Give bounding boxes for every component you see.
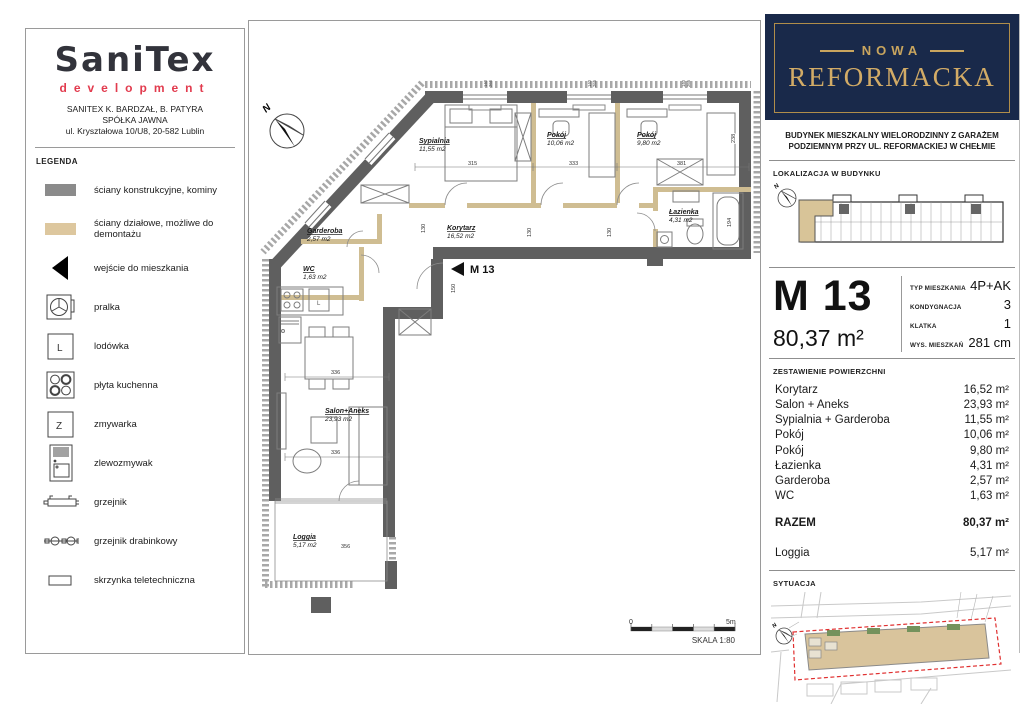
loggia-outline — [275, 499, 387, 581]
area-row-value: 1,63 m² — [970, 490, 1009, 503]
spec-label: KONDYGNACJA — [910, 304, 962, 312]
svg-text:265: 265 — [686, 80, 691, 87]
company-address — [26, 104, 244, 137]
svg-text:23,93 m2: 23,93 m2 — [325, 416, 353, 423]
areas-title: ZESTAWIENIE POWIERZCHNI — [773, 367, 886, 377]
legend-item — [26, 174, 244, 206]
area-row-label: Salon + Aneks — [775, 399, 849, 411]
fridge-icon — [43, 330, 79, 362]
legend-item — [26, 408, 244, 440]
legend-item — [26, 252, 244, 284]
developer-legend-panel — [25, 28, 245, 654]
situation-compass — [771, 622, 792, 644]
sink-icon — [43, 447, 79, 479]
window-dims — [483, 79, 691, 87]
svg-text:16,52 m2: 16,52 m2 — [447, 233, 475, 240]
area-row — [775, 382, 1009, 397]
situation-map — [771, 592, 1011, 704]
area-row-value: 16,52 m² — [963, 383, 1009, 396]
situation-title: SYTUACJA — [773, 579, 816, 589]
legend-list — [26, 174, 244, 596]
total-value: 80,37 m² — [962, 517, 1009, 530]
svg-text:Loggia: Loggia — [293, 534, 316, 541]
legend-item-label: grzejnik drabinkowy — [94, 535, 178, 547]
area-row-label: Garderoba — [775, 474, 830, 487]
svg-text:N: N — [773, 183, 781, 191]
legend-item-label: ściany konstrukcyjne, kominy — [94, 184, 218, 196]
area-row-label: Pokój — [775, 429, 804, 442]
legend-item — [26, 213, 244, 245]
brand-top-text: NOWA — [861, 43, 923, 58]
spec-value: 281 cm — [968, 335, 1011, 351]
loggia-label: Loggia — [775, 546, 810, 559]
svg-text:Z: Z — [56, 421, 63, 433]
total-label: RAZEM — [775, 517, 816, 530]
legend-item-label: pralka — [94, 301, 120, 313]
fridge-mark: L — [317, 301, 321, 307]
hob-icon — [43, 369, 79, 401]
svg-text:150: 150 — [451, 283, 457, 293]
spec-row — [910, 335, 1011, 350]
svg-text:140: 140 — [483, 80, 488, 87]
unit-id: M 13 — [773, 272, 873, 321]
structural-walls — [269, 91, 751, 613]
svg-text:N: N — [771, 622, 779, 630]
legend-item — [26, 564, 244, 596]
svg-text:130: 130 — [527, 227, 533, 237]
entrance-arrow-icon — [43, 252, 79, 284]
divider — [35, 147, 235, 148]
area-row-value: 2,57 m² — [970, 474, 1009, 487]
unit-area: 80,37 m² — [773, 325, 864, 352]
scale-end: 5m — [726, 619, 736, 626]
sanitex-logo-text: SaniTex — [54, 40, 216, 80]
area-row — [775, 428, 1009, 443]
svg-text:130: 130 — [421, 223, 427, 233]
scale-label: SKALA 1:80 — [691, 636, 735, 645]
svg-text:194: 194 — [727, 217, 733, 227]
area-row — [775, 473, 1009, 488]
washer-icon — [43, 291, 79, 323]
svg-text:Korytarz: Korytarz — [447, 225, 476, 232]
svg-text:WC: WC — [303, 266, 315, 273]
svg-text:336: 336 — [331, 370, 341, 376]
svg-text:140: 140 — [587, 80, 592, 87]
areas-loggia-row — [775, 545, 1009, 560]
brand-main-text: REFORMACKA — [788, 62, 996, 92]
room-labels — [293, 132, 699, 549]
area-row — [775, 397, 1009, 412]
svg-text:381: 381 — [677, 161, 687, 167]
areas-total-row — [775, 516, 1009, 531]
spec-label: KLATKA — [910, 323, 937, 331]
area-row-value: 4,31 m² — [970, 459, 1009, 472]
brand-header — [765, 14, 1019, 120]
svg-text:Łazienka: Łazienka — [669, 209, 699, 216]
svg-text:333: 333 — [569, 161, 579, 167]
legend-item — [26, 291, 244, 323]
svg-text:11,55 m2: 11,55 m2 — [419, 146, 446, 153]
svg-text:356: 356 — [341, 544, 351, 550]
svg-text:Garderoba: Garderoba — [307, 228, 343, 235]
svg-text:315: 315 — [468, 161, 478, 167]
company-line: ul. Kryształowa 10/U8, 20-582 Lublin — [65, 126, 205, 137]
radiator-icon — [43, 486, 79, 518]
towel-radiator-icon — [43, 525, 79, 557]
telecom-box-icon — [43, 564, 79, 596]
spec-label: TYP MIESZKANIA — [910, 285, 966, 293]
svg-text:Sypialnia: Sypialnia — [419, 138, 450, 145]
spec-row — [910, 297, 1011, 312]
building-description: BUDYNEK MIESZKALNY WIELORODZINNY Z GARAŻEM PODZIEMNYM PRZY UL. REFORMACKIEJ W CHEŁMIE — [785, 131, 999, 152]
legend-item — [26, 447, 244, 479]
divider — [769, 160, 1015, 161]
sanitex-logo-subtitle: development — [59, 81, 211, 95]
area-row-value: 23,93 m² — [963, 399, 1009, 411]
svg-text:Pokój: Pokój — [637, 132, 657, 139]
svg-text:238: 238 — [731, 133, 737, 143]
svg-text:1,63 m2: 1,63 m2 — [303, 274, 327, 281]
svg-text:L: L — [57, 343, 63, 355]
area-row — [775, 489, 1009, 504]
area-row-label: Pokój — [775, 444, 804, 457]
legend-item-label: wejście do mieszkania — [94, 262, 189, 274]
svg-text:265: 265 — [592, 80, 597, 87]
entrance-marker — [451, 262, 494, 276]
building-localization-diagram — [771, 182, 1011, 256]
legend-title: LEGENDA — [36, 157, 78, 167]
legend-item — [26, 486, 244, 518]
spec-row — [910, 278, 1011, 293]
unit-info-panel — [765, 14, 1020, 653]
brand-line-left — [820, 50, 854, 52]
scale-start: 0 — [629, 619, 633, 626]
svg-text:9,80 m2: 9,80 m2 — [637, 140, 661, 147]
area-row-label: WC — [775, 490, 795, 503]
svg-text:265: 265 — [488, 80, 493, 87]
legend-item-label: lodówka — [94, 340, 129, 352]
legend-item-label: płyta kuchenna — [94, 379, 158, 391]
brand-line-right — [930, 50, 964, 52]
legend-item-label: zlewozmywak — [94, 457, 153, 469]
spec-value: 1 — [1003, 316, 1011, 332]
unit-specs — [901, 276, 1011, 352]
area-row — [775, 443, 1009, 458]
spec-value: 3 — [1003, 297, 1011, 313]
legend-item-label: zmywarka — [94, 418, 137, 430]
divider — [769, 358, 1015, 359]
svg-text:Salon+Aneks: Salon+Aneks — [325, 408, 370, 415]
spec-row — [910, 316, 1011, 331]
wall-structural-icon — [43, 174, 79, 206]
svg-text:140: 140 — [681, 80, 686, 87]
svg-text:2,57 m2: 2,57 m2 — [307, 236, 331, 243]
svg-text:336: 336 — [331, 450, 341, 456]
legend-item — [26, 525, 244, 557]
areas-rows — [775, 382, 1009, 504]
divider — [769, 570, 1015, 571]
area-row-value: 10,06 m² — [963, 429, 1009, 442]
company-line: SPÓŁKA JAWNA — [102, 115, 168, 126]
area-row-label: Korytarz — [775, 383, 818, 396]
north-compass — [261, 102, 304, 148]
localization-title: LOKALIZACJA W BUDYNKU — [773, 169, 881, 179]
area-row-label: Sypialnia + Garderoba — [775, 414, 890, 427]
svg-text:10,06 m2: 10,06 m2 — [547, 140, 575, 147]
area-row — [775, 458, 1009, 473]
wall-partition-icon — [43, 213, 79, 245]
svg-text:5,17 m2: 5,17 m2 — [293, 542, 317, 549]
legend-item-label: ściany działowe, możliwe do demontażu — [94, 218, 214, 241]
legend-item — [26, 330, 244, 362]
svg-text:Pokój: Pokój — [547, 132, 567, 139]
loggia-value: 5,17 m² — [970, 546, 1009, 559]
spec-value: 4P+AK — [970, 278, 1011, 294]
compass-n-label: N — [260, 102, 274, 116]
loc-compass — [773, 183, 796, 207]
areas-table — [765, 380, 1019, 564]
dishwasher-icon — [43, 408, 79, 440]
floorplan-panel — [248, 20, 761, 655]
entrance-label: M 13 — [470, 264, 495, 276]
scale-bar — [629, 619, 736, 645]
sanitex-logo — [26, 40, 244, 95]
unit-summary — [765, 268, 1019, 358]
floorplan-drawing — [249, 21, 760, 654]
spec-label: WYS. MIESZKAŃ — [910, 342, 964, 350]
svg-text:130: 130 — [607, 227, 613, 237]
area-row — [775, 413, 1009, 428]
svg-text:4,31 m2: 4,31 m2 — [669, 217, 693, 224]
legend-item-label: skrzynka teletechniczna — [94, 574, 195, 586]
company-line: SANITEX K. BARDZAŁ, B. PATYRA — [66, 104, 204, 114]
legend-item-label: grzejnik — [94, 496, 127, 508]
area-row-value: 9,80 m² — [970, 444, 1009, 457]
area-row-label: Łazienka — [775, 459, 822, 472]
area-row-value: 11,55 m² — [964, 414, 1009, 427]
legend-item — [26, 369, 244, 401]
